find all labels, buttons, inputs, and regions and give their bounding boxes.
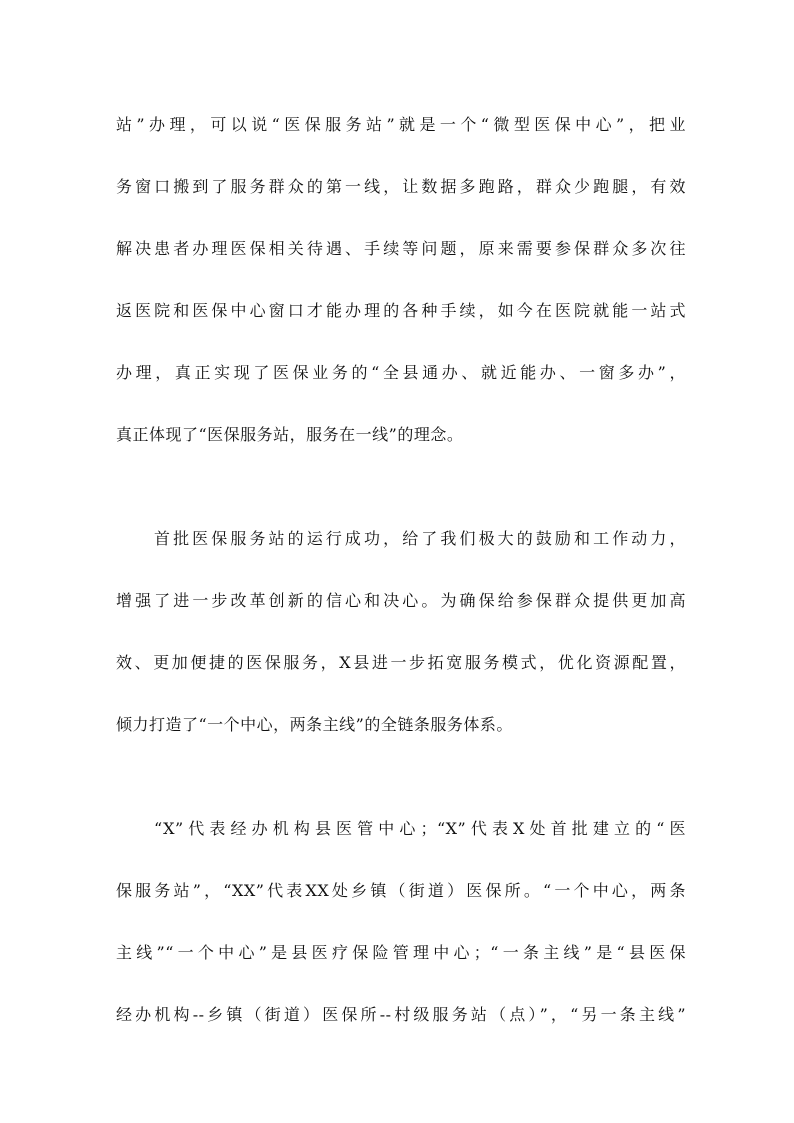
paragraph-2 bbox=[116, 519, 686, 767]
paragraph-1 bbox=[116, 105, 686, 477]
text-line: 效、更加便捷的医保服务，X县进一步拓宽服务模式，优化资源配置， bbox=[116, 653, 686, 672]
text-line: 倾力打造了“一个中心，两条主线”的全链条服务体系。 bbox=[116, 715, 513, 734]
text-line: 站”办理，可以说“医保服务站”就是一个“微型医保中心”，把业 bbox=[116, 115, 686, 134]
text-line: 解决患者办理医保相关待遇、手续等问题，原来需要参保群众多次往 bbox=[116, 239, 686, 258]
paragraph-gap bbox=[116, 767, 686, 809]
text-line: 真正体现了“医保服务站，服务在一线”的理念。 bbox=[116, 425, 464, 444]
text-line: 保服务站”，“XX”代表XX处乡镇（街道）医保所。“一个中心，两条 bbox=[116, 881, 686, 900]
text-line: 增强了进一步改革创新的信心和决心。为确保给参保群众提供更加高 bbox=[116, 591, 686, 610]
paragraph-3 bbox=[116, 809, 686, 1057]
paragraph-gap bbox=[116, 477, 686, 519]
text-line: 返医院和医保中心窗口才能办理的各种手续，如今在医院就能一站式 bbox=[116, 301, 686, 320]
text-line: “X”代表经办机构县医管中心；“X”代表X处首批建立的“医 bbox=[154, 819, 686, 838]
text-line: 首批医保服务站的运行成功，给了我们极大的鼓励和工作动力， bbox=[154, 529, 686, 548]
document-body bbox=[116, 105, 686, 1057]
text-line: 办理，真正实现了医保业务的“全县通办、就近能办、一窗多办”， bbox=[116, 363, 686, 382]
text-line: 务窗口搬到了服务群众的第一线，让数据多跑路，群众少跑腿，有效 bbox=[116, 177, 686, 196]
text-line: 经办机构--乡镇（街道）医保所--村级服务站（点）”，“另一条主线” bbox=[116, 1005, 686, 1024]
text-line: 主线”“一个中心”是县医疗保险管理中心；“一条主线”是“县医保 bbox=[116, 943, 686, 962]
